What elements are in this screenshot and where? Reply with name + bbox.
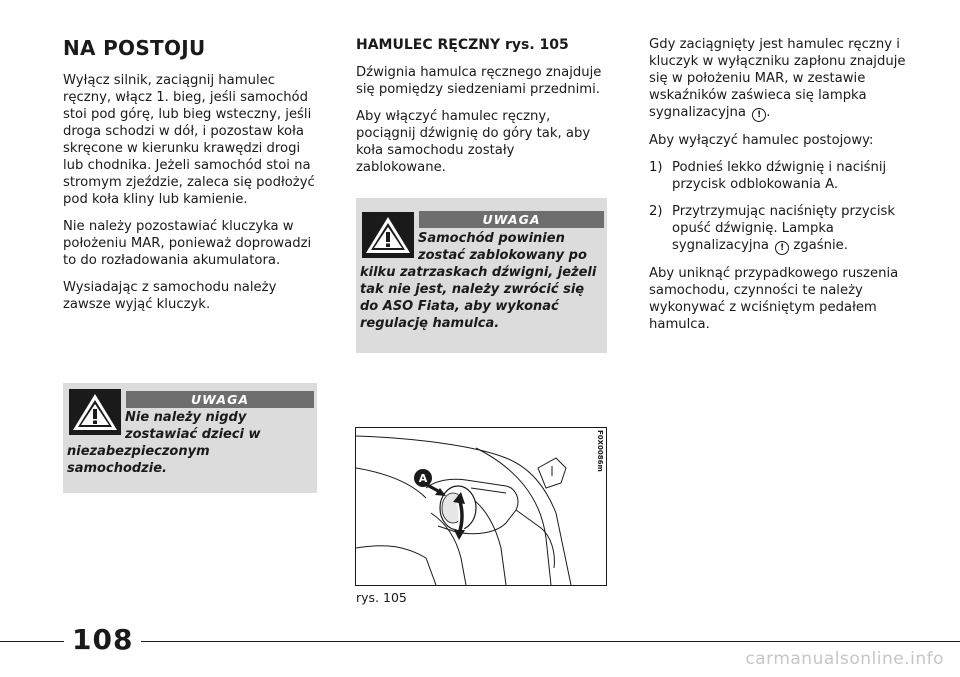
warning-line: zostać zablokowany po [418,248,587,263]
list-item [649,159,911,193]
brake-warning-lamp-icon: ! [752,108,766,122]
warning-box-handbrake [356,198,607,353]
column-parking [63,36,319,323]
page-number: 108 [64,624,141,656]
paragraph: Nie należy pozostawiać kluczyka w położeniu MAR, ponieważ doprowadzi to do rozładowania akumulatora. [63,219,312,268]
warning-line: kilku zatrzaskach dźwigni, jeżeli tak nie jest, należy zwrócić się do ASO Fiata, aby wykonać regulację hamulca. [360,265,597,331]
handbrake-illustration [356,428,606,585]
step-text: zgaśnie. [793,238,848,253]
paragraph-text: . [766,105,771,120]
warning-box-children [63,383,317,493]
warning-line: Samochód powinien [418,231,565,246]
step-number: 1) [649,160,663,175]
paragraph: Dźwignia hamulca ręcznego znajduje się pomiędzy siedzeniami przednimi. [356,65,602,97]
watermark: carmanualsonline.info [745,649,944,669]
warning-line: Nie należy nigdy [125,410,247,425]
section-heading-handbrake: HAMULEC RĘCZNY rys. 105 [356,37,569,53]
figure-code: F0X0086m [596,430,604,472]
figure-marker-label: A [418,472,428,485]
warning-badge: UWAGA [419,211,604,228]
warning-text [67,409,261,477]
release-steps-list [649,159,911,255]
column-handbrake [356,36,612,186]
figure-handbrake-lever [355,427,607,586]
paragraph: Aby uniknąć przypadkowego ruszenia samochodu, czynności te należy wykonywać z wciśniętym pedałem hamulca. [649,266,899,332]
paragraph [649,36,911,122]
footer-rule [0,641,960,642]
warning-text [360,230,600,332]
figure-caption: rys. 105 [356,590,407,605]
brake-warning-lamp-icon: ! [775,241,789,255]
paragraph-text: Gdy zaciągnięty jest hamulec ręczny i kluczyk w wyłączniku zapłonu znajduje się w położeniu MAR, w zestawie wskaźników zaświeca się lampka sygnalizacyjna [649,37,906,120]
warning-badge: UWAGA [126,391,314,408]
step-text: Przytrzymując naciśnięty przycisk opuść dźwignię. Lampka sygnalizacyjna [672,204,896,253]
list-item [649,203,911,255]
section-heading-parking: NA POSTOJU [63,36,206,60]
warning-line: niezabezpieczonym samochodzie. [67,444,210,476]
paragraph: Aby wyłączyć hamulec postojowy: [649,133,874,148]
warning-line: zostawiać dzieci w [125,427,261,442]
step-text: Podnieś lekko dźwignię i naciśnij przycisk odblokowania A. [672,160,887,192]
paragraph: Wyłącz silnik, zaciągnij hamulec ręczny, włącz 1. bieg, jeśli samochód stoi pod górę, lub bieg wsteczny, jeśli droga schodzi w dół, i pozostaw koła skręcone w kierunku krawędzi drogi lub chodnika. Jeżeli samochód stoi na stromym zjeździe, zaleca się podłożyć pod koła kliny lub kamienie. [63,73,315,207]
paragraph: Aby włączyć hamulec ręczny, pociągnij dźwignię do góry tak, aby koła samochodu zostały zablokowane. [356,109,591,175]
column-release [649,36,911,343]
paragraph: Wysiadając z samochodu należy zawsze wyjąć kluczyk. [63,280,277,312]
step-number: 2) [649,204,663,219]
